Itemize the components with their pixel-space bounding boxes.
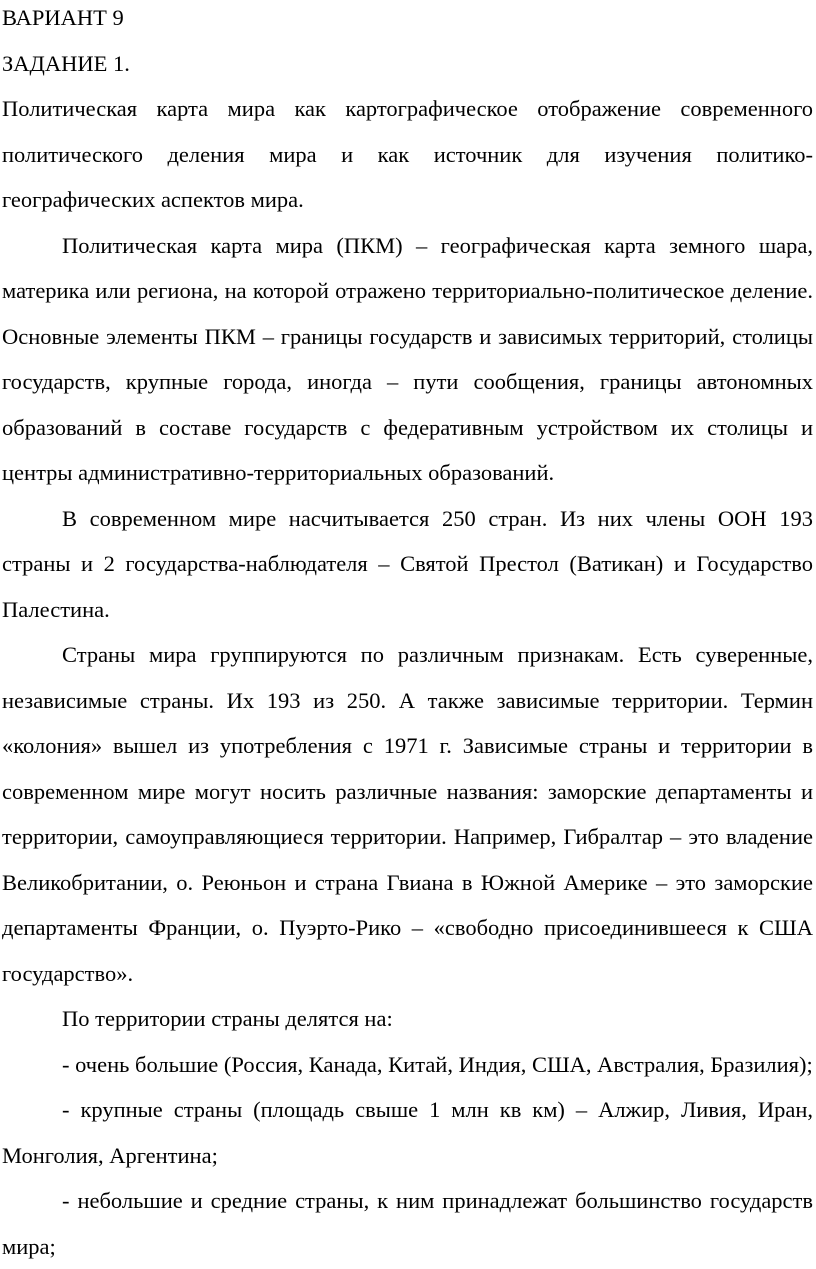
paragraph-territory-intro: По территории страны делятся на: [62,1006,393,1031]
variant-heading: ВАРИАНТ 9 [2,5,124,30]
paragraph-country-count: В современном мире насчитывается 250 стран. Из них члены ООН 193 страны и 2 государства-наблюдателя – Святой Престол (Ватикан) и Государство Палестина. [2,505,813,622]
list-item-large: - крупные страны (площадь свыше 1 млн кв км) – Алжир, Ливия, Иран, Монголия, Аргентина; [2,1097,813,1168]
task-heading: ЗАДАНИЕ 1. [2,50,130,76]
paragraph-definition: Политическая карта мира (ПКМ) – географическая карта земного шара, материка или региона, на которой отражено территориально-политическое деление. Основные элементы ПКМ – границы государств и зависимых территорий, столицы государств, крупные города, иногда – пути сообщения, границы автономных образований в составе государств с федеративным устройством их столицы и центры административно-территориальных образований. [2,232,813,485]
list-item-small-medium: - небольшие и средние страны, к ним принадлежат большинство государств мира; [2,1188,813,1259]
task-title-paragraph: Политическая карта мира как картографическое отображение современного политического деления мира и как источник для изучения политико-географических аспектов мира. [2,96,813,212]
list-item-very-large: - очень большие (Россия, Канада, Китай, Индия, США, Австралия, Бразилия); [62,1051,813,1077]
paragraph-country-groups: Страны мира группируются по различным признакам. Есть суверенные, независимые страны. Их 193 из 250. А также зависимые территории. Термин «колония» вышел из употребления с 1971 г. Зависимые страны и территории в современном мире могут носить различные названия: заморские департаменты и территории, самоуправляющиеся территории. Например, Гибралтар – это владение Великобритании, о. Реюньон и страна Гвиана в Южной Америке – это заморские департаменты Франции, о. Пуэрто-Рико – «свободно присоединившееся к США государство». [2,642,813,986]
